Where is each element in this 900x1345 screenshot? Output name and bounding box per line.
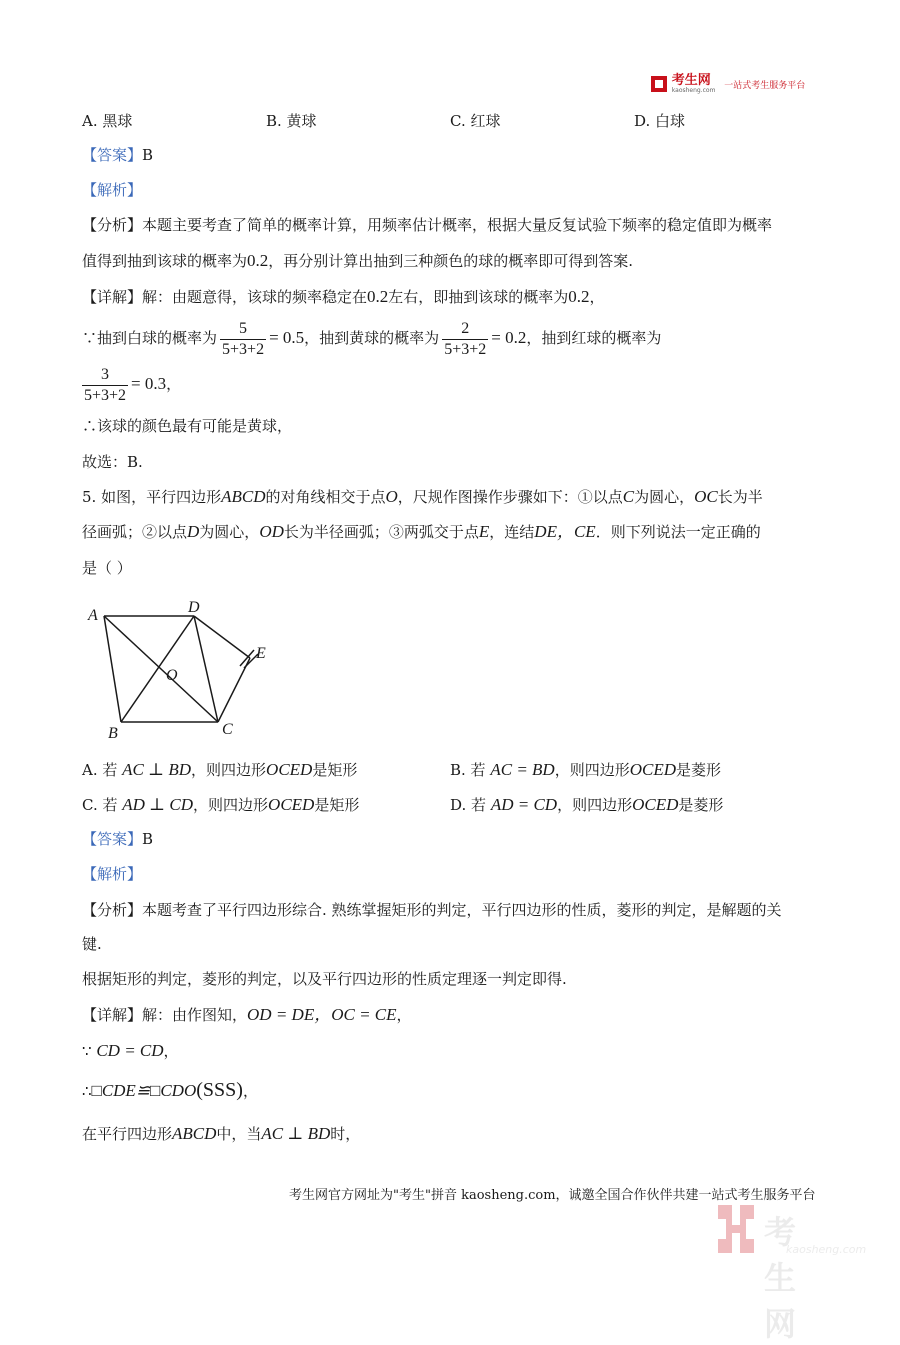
label-o: O: [166, 667, 178, 684]
q4-detail-1: 【详解】解：由题意得，该球的频率稳定在0.2左右，即抽到该球的概率为0.2，: [82, 287, 605, 306]
label-a: A: [88, 607, 98, 624]
q5-detail-3: ∴□CDE≌□CDO(SSS)，: [82, 1079, 258, 1101]
q4-fenxi-2: 值得到抽到该球的概率为0.2，再分别计算出抽到三种颜色的球的概率即可得到答案.: [82, 251, 634, 270]
header-slogan: 一站式考生服务平台: [724, 80, 806, 91]
watermark-sub: kaosheng.com: [786, 1243, 867, 1256]
q5-option-d: D. 若 AD = CD，则四边形OCED是菱形: [450, 795, 724, 814]
watermark-logo-icon: [716, 1203, 756, 1255]
q5-option-c: C. 若 AD ⊥ CD，则四边形OCED是矩形: [82, 795, 360, 814]
q5-stem-3: 是（ ）: [82, 559, 132, 577]
red-fraction: $\frac{3}{5+3+2}$: [84, 365, 127, 404]
q4-fenxi-1: 【分析】本题主要考查了简单的概率计算，用频率估计概率，根据大量反复试验下频率的稳定值即为概率: [82, 216, 773, 234]
logo-icon: [651, 76, 667, 92]
q5-stem-1: 5. 如图，平行四边形ABCD的对角线相交于点O，尺规作图操作步骤如下：①以点C为圆心，OC长为半: [82, 487, 763, 506]
q5-option-b: B. 若 AC = BD，则四边形OCED是菱形: [450, 760, 722, 779]
diagonal-ac: [104, 616, 218, 722]
q5-fenxi-1: 【分析】本题考查了平行四边形综合. 熟练掌握矩形的判定，平行四边形的性质，菱形的判定，是解题的关: [82, 901, 782, 919]
label-d: D: [188, 599, 200, 616]
q4-option-b: B. 黄球: [266, 112, 317, 130]
q4-option-c: C. 红球: [450, 112, 501, 130]
label-b: B: [108, 725, 118, 742]
q4-detail-2: ∵抽到白球的概率为 $\frac{5}{5+3+2}$ = 0.5，抽到黄球的概率为 $\frac{2}{5+3+2}$ = 0.2，抽到红球的概率为: [82, 319, 662, 358]
white-fraction: $\frac{5}{5+3+2}$: [222, 319, 265, 358]
yellow-fraction: $\frac{2}{5+3+2}$: [444, 319, 487, 358]
q5-analysis-tag: 【解析】: [82, 865, 143, 883]
q4-option-d: D. 白球: [634, 112, 686, 130]
header-logo: [651, 74, 805, 94]
page-footer: 考生网官方网址为"考生"拼音 kaosheng.com，诚邀全国合作伙伴共建一站式考生服务平台: [289, 1188, 816, 1203]
q4-choose: 故选：B.: [82, 453, 143, 471]
q5-detail-1: 【详解】解：由作图知，OD = DE，OC = CE，: [82, 1005, 412, 1024]
q5-option-a: A. 若 AC ⊥ BD，则四边形OCED是矩形: [82, 760, 358, 779]
q4-option-a: A. 黑球: [82, 112, 133, 130]
q4-analysis-tag: 【解析】: [82, 181, 143, 199]
q5-detail-2: ∵ CD = CD，: [82, 1041, 179, 1060]
diagonal-bd: [121, 616, 194, 722]
label-e: E: [256, 645, 266, 662]
q5-fenxi-3: 根据矩形的判定，菱形的判定，以及平行四边形的性质定理逐一判定即得.: [82, 970, 567, 988]
watermark-text: 考生网: [764, 1213, 797, 1343]
q5-fenxi-2: 键.: [82, 935, 102, 953]
logo-text: 考生网 kaosheng.com: [671, 73, 716, 94]
q4-conclusion: ∴该球的颜色最有可能是黄球，: [82, 417, 293, 435]
parallelogram-figure: [82, 596, 282, 746]
q4-detail-3: $\frac{3}{5+3+2}$ = 0.3，: [84, 365, 182, 404]
q5-stem-2: 径画弧；②以点D为圆心，OD长为半径画弧；③两弧交于点E，连结DE，CE．则下列说法一定正确的: [82, 522, 761, 541]
label-c: C: [222, 721, 233, 738]
q5-detail-4: 在平行四边形ABCD中，当AC ⊥ BD时，: [82, 1124, 361, 1143]
edge-ab: [104, 616, 121, 722]
q5-answer: 【答案】B: [82, 830, 154, 848]
q4-answer: 【答案】B: [82, 146, 154, 164]
